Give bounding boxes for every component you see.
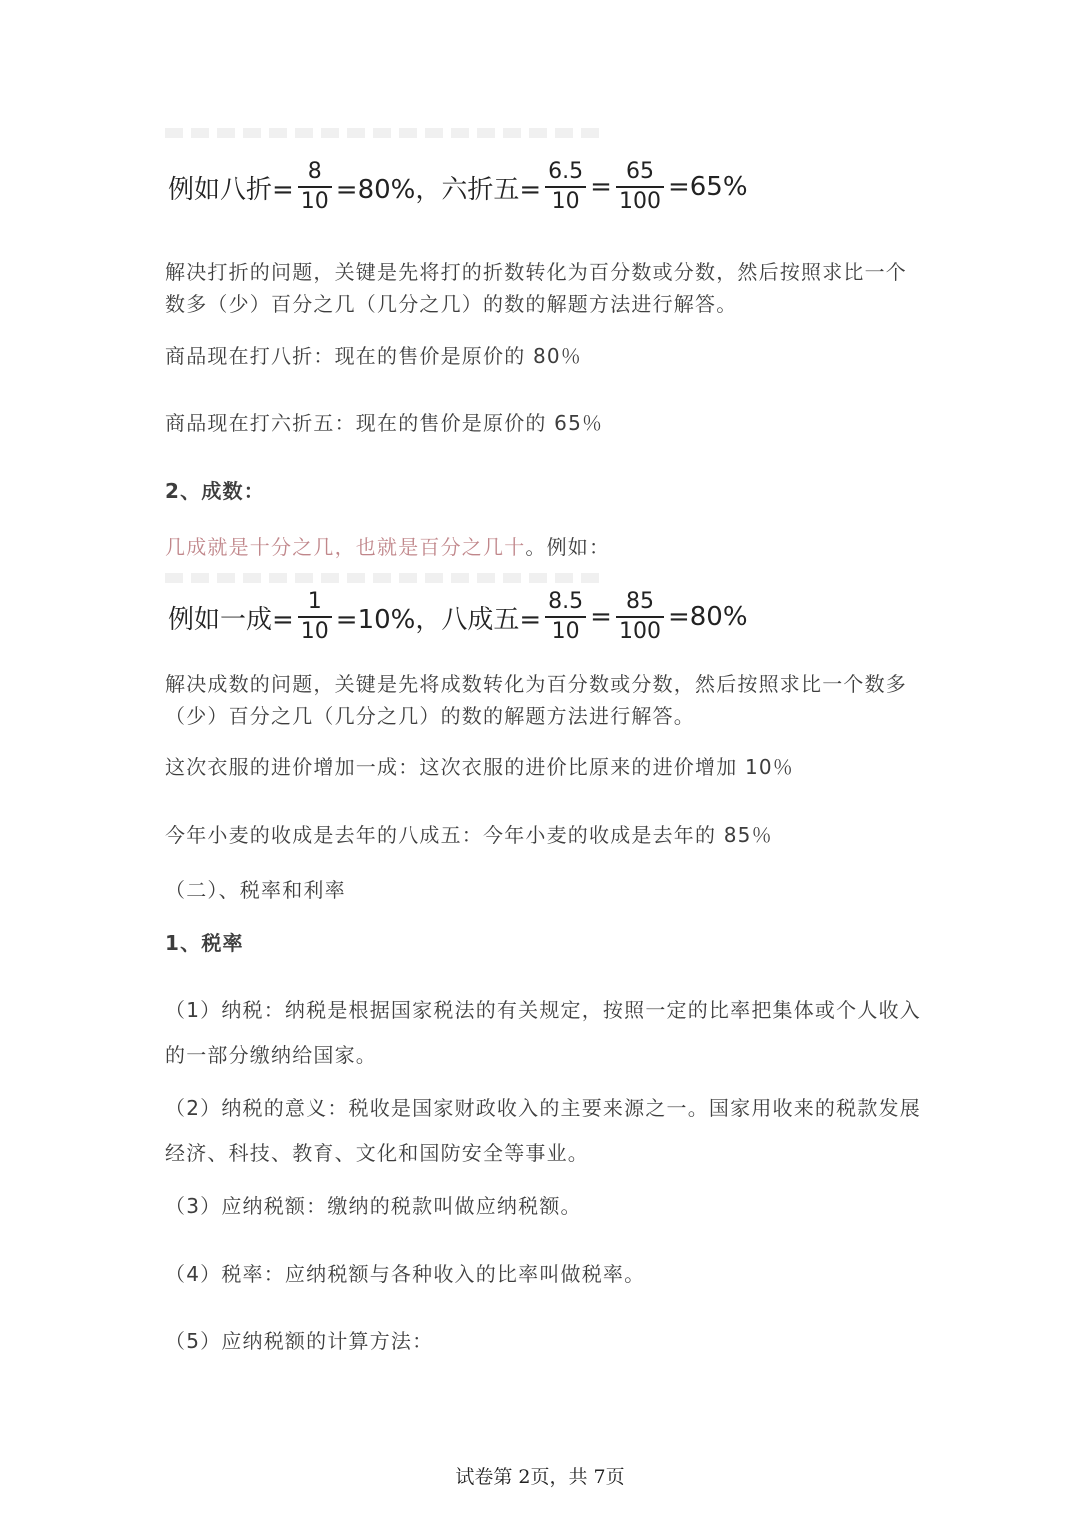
tax-item-4: （4）税率：应纳税额与各种收入的比率叫做税率。 [165, 1262, 646, 1286]
tax-item-3: （3）应纳税额：缴纳的税款叫做应纳税额。 [165, 1194, 582, 1218]
cropped-text-remnant [165, 573, 605, 583]
chengshu-formula [168, 588, 748, 646]
tax-item-1-line-2: 的一部分缴纳给国家。 [165, 1043, 377, 1067]
fraction-denominator: 100 [618, 619, 661, 644]
formula-suffix: =80% [667, 602, 748, 632]
fraction-denominator: 100 [618, 189, 661, 214]
discount-formula [168, 158, 748, 216]
fraction-numerator: 6.5 [548, 159, 584, 184]
section-heading-chengshu: 2、成数： [165, 479, 265, 503]
discount-example-1: 商品现在打八折：现在的售价是原价的 80％ [165, 344, 583, 368]
discount-method-line-2: 数多（少）百分之几（几分之几）的数的解题方法进行解答。 [165, 292, 738, 316]
fraction-1-10 [298, 588, 332, 646]
formula-middle: =10%，八成五= [335, 604, 542, 635]
tax-item-5: （5）应纳税额的计算方法： [165, 1329, 434, 1353]
tax-item-1-line-1: （1）纳税：纳税是根据国家税法的有关规定，按照一定的比率把集体或个人收入 [165, 998, 921, 1022]
fraction-8.5-10 [545, 588, 586, 646]
fraction-denominator: 10 [551, 619, 580, 644]
fraction-85-100 [616, 588, 664, 646]
formula-middle: =80%，六折五= [335, 174, 542, 205]
fraction-denominator: 10 [551, 189, 580, 214]
formula-prefix: 例如一成= [168, 604, 294, 635]
formula-prefix: 例如八折= [168, 174, 294, 205]
discount-method-line-1: 解决打折的问题，关键是先将打的折数转化为百分数或分数，然后按照求比一个 [165, 260, 907, 284]
fraction-numerator: 85 [625, 589, 654, 614]
chengshu-method-line-1: 解决成数的问题，关键是先将成数转化为百分数或分数，然后按照求比一个数多 [165, 672, 907, 696]
discount-example-2: 商品现在打六折五：现在的售价是原价的 65％ [165, 411, 604, 435]
fraction-numerator: 8.5 [548, 589, 584, 614]
fraction-8-10 [298, 158, 332, 216]
chengshu-method-line-2: （少）百分之几（几分之几）的数的解题方法进行解答。 [165, 704, 695, 728]
tax-item-2-line-2: 经济、科技、教育、文化和国防安全等事业。 [165, 1141, 589, 1165]
fraction-numerator: 8 [307, 159, 322, 184]
fraction-65-100 [616, 158, 664, 216]
fraction-denominator: 10 [300, 189, 329, 214]
formula-equals: = [590, 602, 612, 632]
chengshu-example-2: 今年小麦的收成是去年的八成五：今年小麦的收成是去年的 85％ [165, 823, 773, 847]
fraction-denominator: 10 [300, 619, 329, 644]
chengshu-definition-highlight: 几成就是十分之几，也就是百分之几十 [165, 535, 526, 559]
section-heading-tax-interest: （二）、税率和利率 [165, 878, 346, 902]
tax-item-2-line-1: （2）纳税的意义：税收是国家财政收入的主要来源之一。国家用收来的税款发展 [165, 1096, 921, 1120]
fraction-numerator: 65 [625, 159, 654, 184]
fraction-6.5-10 [545, 158, 586, 216]
fraction-numerator: 1 [307, 589, 322, 614]
chengshu-definition [165, 531, 610, 563]
cropped-text-remnant [165, 128, 605, 138]
chengshu-example-1: 这次衣服的进价增加一成：这次衣服的进价比原来的进价增加 10％ [165, 755, 795, 779]
chengshu-definition-rest: 。例如： [525, 535, 611, 559]
formula-suffix: =65% [667, 172, 748, 202]
page-footer: 试卷第 2页，共 7页 [455, 1466, 625, 1488]
formula-equals: = [590, 172, 612, 202]
section-heading-tax: 1、税率 [165, 931, 244, 955]
